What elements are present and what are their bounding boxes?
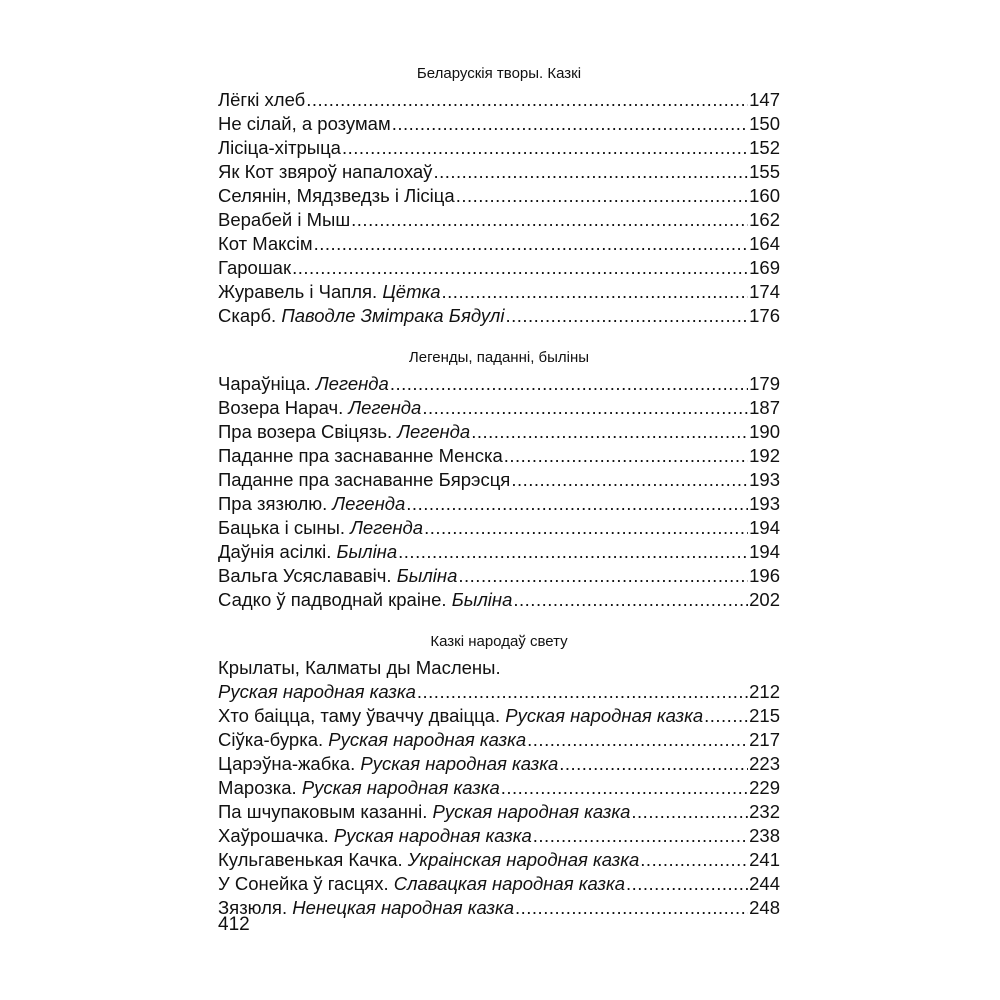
leader-dots [511, 468, 748, 492]
toc-author: Легенда [315, 373, 389, 394]
toc-author: Руская народная казка [360, 753, 559, 774]
toc-page-number: 212 [749, 681, 780, 702]
toc-author: Легенда [332, 493, 406, 514]
leader-dots [392, 112, 748, 136]
toc-author: Руская народная казка [432, 801, 631, 822]
toc-entry: Лісіца-хітрыца ..... 152 [218, 136, 780, 160]
leader-dots [292, 256, 748, 280]
toc-entry: Пра зязюлю. Легенда ..... 193 [218, 492, 780, 516]
leader-dots [390, 372, 748, 396]
leader-dots [533, 824, 748, 848]
toc-page-number: 169 [749, 257, 780, 278]
toc-page-number: 179 [749, 373, 780, 394]
toc-entry: Не сілай, а розумам ..... 150 [218, 112, 780, 136]
leader-dots [626, 872, 748, 896]
toc-entry [218, 680, 780, 704]
toc-page-number: 193 [749, 493, 780, 514]
toc-author: Украінская народная казка [407, 849, 640, 870]
toc-page-number: 217 [749, 729, 780, 750]
toc-page-number: 152 [749, 137, 780, 158]
leader-dots [515, 896, 748, 920]
leader-dots [456, 184, 748, 208]
section-title: Легенды, паданні, быліны [408, 349, 590, 366]
toc-author: Легенда [350, 517, 424, 538]
leader-dots [504, 444, 748, 468]
page-number: 412 [218, 914, 250, 935]
toc-page-number: 248 [749, 897, 780, 918]
leader-dots [527, 728, 748, 752]
toc-page-number: 238 [749, 825, 780, 846]
toc-page-number: 202 [749, 589, 780, 610]
toc-page-number: 155 [749, 161, 780, 182]
leader-dots [559, 752, 748, 776]
toc-page-number: 244 [749, 873, 780, 894]
toc-page-number: 196 [749, 565, 780, 586]
toc-author: Быліна [451, 589, 513, 610]
toc-page-number: 160 [749, 185, 780, 206]
toc-author: Легенда [397, 421, 471, 442]
toc-entry: Царэўна-жабка. Руская народная казка ..... 223 [218, 752, 780, 776]
toc-entry: Верабей і Мыш ..... 162 [218, 208, 780, 232]
section-title: Казкі народаў свету [430, 633, 568, 650]
toc-page-number: 232 [749, 801, 780, 822]
toc-entry: Возера Нарач. Легенда ..... 187 [218, 396, 780, 420]
toc-author: Цётка [382, 281, 441, 302]
toc-author: Руская народная казка [333, 825, 532, 846]
toc-entry: Садко ў падводнай краіне. Быліна ..... 202 [218, 588, 780, 612]
toc-page-number: 176 [749, 305, 780, 326]
toc-entry: Чараўніца. Легенда ..... 179 [218, 372, 780, 396]
leader-dots [501, 776, 748, 800]
toc-page-number: 162 [749, 209, 780, 230]
toc-author: Паводле Змітрака Бядулі [281, 305, 505, 326]
toc-entry: Бацька і сыны. Легенда ..... 194 [218, 516, 780, 540]
toc-author: Руская народная казка [301, 777, 500, 798]
toc-entry: Скарб. Паводле Змітрака Бядулі ..... 176 [218, 304, 780, 328]
toc-page-number: 193 [749, 469, 780, 490]
toc-entry: Гарошак ..... 169 [218, 256, 780, 280]
toc-entry: Пра возера Свіцязь. Легенда ..... 190 [218, 420, 780, 444]
toc-entry: Кульгавенькая Качка. Украінская народная казка ..... 241 [218, 848, 780, 872]
toc-page-number: 192 [749, 445, 780, 466]
leader-dots [417, 680, 748, 704]
toc-author: Славацкая народная казка [393, 873, 625, 894]
leader-dots [306, 88, 748, 112]
toc-author: Руская народная казка [505, 705, 704, 726]
leader-dots [398, 540, 748, 564]
toc-entry: Хаўрошачка. Руская народная казка ..... 238 [218, 824, 780, 848]
toc-page-number: 190 [749, 421, 780, 442]
toc-entry: Вальга Усяслававіч. Быліна ..... 196 [218, 564, 780, 588]
toc-page-number: 215 [749, 705, 780, 726]
section-title: Беларускія творы. Казкі [416, 65, 582, 82]
toc-entry: Кот Максім ..... 164 [218, 232, 780, 256]
leader-dots [458, 564, 748, 588]
toc-entry: Лёгкі хлеб ..... 147 [218, 88, 780, 112]
table-of-contents [218, 62, 780, 920]
toc-author: Быліна [396, 565, 458, 586]
toc-page-number: 229 [749, 777, 780, 798]
leader-dots [314, 232, 749, 256]
toc-entry: Хто баіцца, таму ўваччу дваіцца. Руская народная казка ..... 215 [218, 704, 780, 728]
toc-entry-title-line: Крылаты, Калматы ды Маслены. [218, 657, 501, 678]
toc-page-number: 150 [749, 113, 780, 134]
toc-page-number: 147 [749, 89, 780, 110]
leader-dots [640, 848, 748, 872]
toc-author: Руская народная казка [328, 729, 527, 750]
toc-entry: Сіўка-бурка. Руская народная казка ..... 217 [218, 728, 780, 752]
leader-dots [342, 136, 748, 160]
leader-dots [442, 280, 749, 304]
toc-page-number: 241 [749, 849, 780, 870]
toc-page-number: 194 [749, 517, 780, 538]
leader-dots [631, 800, 748, 824]
leader-dots [513, 588, 748, 612]
leader-dots [471, 420, 748, 444]
leader-dots [424, 516, 748, 540]
toc-entry: Паданне пра заснаванне Бярэсця ..... 193 [218, 468, 780, 492]
toc-page-number: 174 [749, 281, 780, 302]
leader-dots [351, 208, 748, 232]
toc-entry: Журавель і Чапля. Цётка ..... 174 [218, 280, 780, 304]
leader-dots [422, 396, 748, 420]
toc-author: Ненецкая народная казка [292, 897, 514, 918]
toc-author: Быліна [336, 541, 398, 562]
toc-entry: Зязюля. Ненецкая народная казка ..... 248 [218, 896, 780, 920]
toc-page-number: 187 [749, 397, 780, 418]
toc-entry: Селянін, Мядзведзь і Лісіца ..... 160 [218, 184, 780, 208]
leader-dots [406, 492, 748, 516]
toc-entry: Паданне пра заснаванне Менска ..... 192 [218, 444, 780, 468]
leader-dots [433, 160, 748, 184]
toc-page-number: 223 [749, 753, 780, 774]
toc-entry: У Сонейка ў гасцях. Славацкая народная казка ..... 244 [218, 872, 780, 896]
toc-entry: Даўнія асілкі. Быліна ..... 194 [218, 540, 780, 564]
toc-entry: Як Кот звяроў напалохаў ..... 155 [218, 160, 780, 184]
toc-author: Руская народная казка [218, 681, 416, 702]
toc-page-number: 194 [749, 541, 780, 562]
toc-author: Легенда [348, 397, 422, 418]
leader-dots [505, 304, 748, 328]
leader-dots [704, 704, 748, 728]
toc-entry: Па шчупаковым казанні. Руская народная казка ..... 232 [218, 800, 780, 824]
toc-entry: Марозка. Руская народная казка ..... 229 [218, 776, 780, 800]
toc-page-number: 164 [749, 233, 780, 254]
